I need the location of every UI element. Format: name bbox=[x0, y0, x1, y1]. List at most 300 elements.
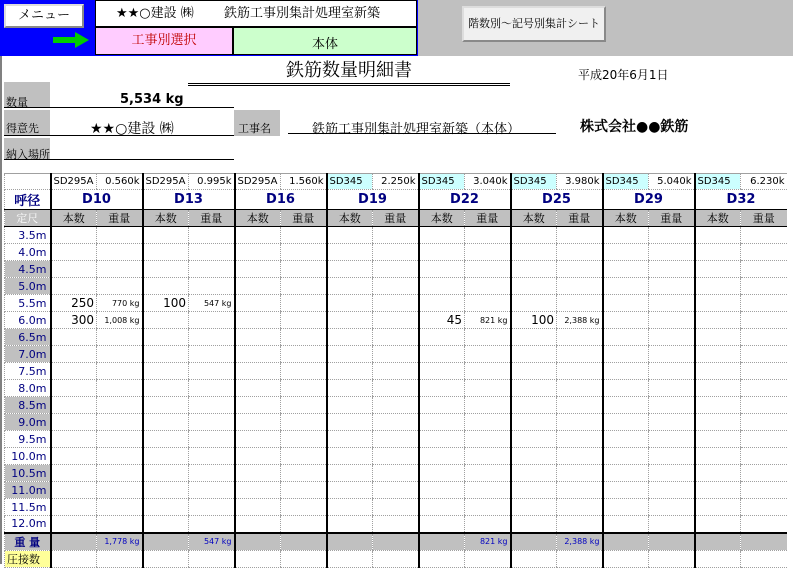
weight-cell[interactable] bbox=[649, 448, 695, 465]
weight-cell[interactable] bbox=[649, 482, 695, 499]
count-cell[interactable] bbox=[327, 380, 373, 397]
count-cell[interactable] bbox=[419, 295, 465, 312]
count-cell[interactable] bbox=[51, 278, 97, 295]
count-cell[interactable] bbox=[327, 244, 373, 261]
count-cell[interactable] bbox=[51, 414, 97, 431]
weight-cell[interactable] bbox=[373, 295, 419, 312]
count-cell[interactable] bbox=[419, 380, 465, 397]
weight-cell[interactable] bbox=[465, 363, 511, 380]
weight-cell[interactable] bbox=[373, 499, 419, 516]
count-cell[interactable] bbox=[235, 431, 281, 448]
count-cell[interactable] bbox=[603, 397, 649, 414]
grade-cell[interactable]: SD345 bbox=[327, 174, 373, 190]
weight-cell[interactable]: 821 kg bbox=[465, 312, 511, 329]
weight-cell[interactable] bbox=[557, 431, 603, 448]
pressure-weld-cell[interactable] bbox=[97, 550, 143, 567]
weight-cell[interactable] bbox=[741, 380, 787, 397]
weight-cell[interactable] bbox=[741, 312, 787, 329]
count-cell[interactable] bbox=[511, 448, 557, 465]
count-cell[interactable] bbox=[51, 244, 97, 261]
count-cell[interactable] bbox=[235, 414, 281, 431]
count-cell[interactable] bbox=[235, 465, 281, 482]
count-cell[interactable] bbox=[511, 482, 557, 499]
weight-cell[interactable] bbox=[741, 278, 787, 295]
weight-cell[interactable] bbox=[465, 448, 511, 465]
weight-cell[interactable] bbox=[649, 380, 695, 397]
count-cell[interactable] bbox=[327, 516, 373, 533]
count-cell[interactable] bbox=[695, 499, 741, 516]
weight-cell[interactable] bbox=[465, 431, 511, 448]
count-cell[interactable] bbox=[419, 499, 465, 516]
weight-cell[interactable] bbox=[649, 329, 695, 346]
pressure-weld-cell[interactable] bbox=[143, 550, 189, 567]
count-cell[interactable] bbox=[603, 312, 649, 329]
weight-cell[interactable] bbox=[649, 499, 695, 516]
weight-cell[interactable] bbox=[557, 227, 603, 244]
count-cell[interactable] bbox=[143, 380, 189, 397]
weight-cell[interactable] bbox=[557, 295, 603, 312]
count-cell[interactable] bbox=[603, 363, 649, 380]
weight-cell[interactable]: 2,388 kg bbox=[557, 312, 603, 329]
unit-weight-cell[interactable]: 5.040k bbox=[649, 174, 695, 190]
weight-cell[interactable] bbox=[281, 363, 327, 380]
count-cell[interactable] bbox=[603, 346, 649, 363]
weight-cell[interactable] bbox=[97, 414, 143, 431]
count-cell[interactable] bbox=[51, 482, 97, 499]
weight-cell[interactable] bbox=[189, 516, 235, 533]
count-cell[interactable] bbox=[327, 295, 373, 312]
koji-select-button[interactable]: 工事別選択 bbox=[95, 27, 233, 55]
weight-cell[interactable] bbox=[97, 448, 143, 465]
count-cell[interactable] bbox=[51, 431, 97, 448]
count-cell[interactable] bbox=[235, 448, 281, 465]
count-cell[interactable] bbox=[511, 431, 557, 448]
weight-cell[interactable] bbox=[189, 448, 235, 465]
weight-cell[interactable] bbox=[281, 465, 327, 482]
menu-button[interactable]: メニュー bbox=[4, 4, 84, 28]
weight-cell[interactable] bbox=[373, 227, 419, 244]
count-cell[interactable] bbox=[419, 482, 465, 499]
weight-cell[interactable] bbox=[281, 516, 327, 533]
weight-cell[interactable]: 1,008 kg bbox=[97, 312, 143, 329]
count-cell[interactable] bbox=[327, 448, 373, 465]
weight-cell[interactable] bbox=[189, 227, 235, 244]
pressure-weld-cell[interactable] bbox=[419, 550, 465, 567]
weight-cell[interactable] bbox=[741, 295, 787, 312]
weight-cell[interactable] bbox=[649, 312, 695, 329]
weight-cell[interactable] bbox=[97, 482, 143, 499]
weight-cell[interactable] bbox=[281, 329, 327, 346]
count-cell[interactable] bbox=[695, 363, 741, 380]
count-cell[interactable] bbox=[695, 312, 741, 329]
count-cell[interactable] bbox=[51, 499, 97, 516]
weight-cell[interactable] bbox=[189, 465, 235, 482]
weight-cell[interactable] bbox=[649, 465, 695, 482]
count-cell[interactable] bbox=[695, 295, 741, 312]
weight-cell[interactable] bbox=[741, 329, 787, 346]
weight-cell[interactable] bbox=[557, 499, 603, 516]
weight-cell[interactable] bbox=[189, 414, 235, 431]
count-cell[interactable] bbox=[695, 261, 741, 278]
unit-weight-cell[interactable]: 1.560k bbox=[281, 174, 327, 190]
count-cell[interactable] bbox=[327, 363, 373, 380]
count-cell[interactable] bbox=[419, 227, 465, 244]
weight-cell[interactable] bbox=[465, 295, 511, 312]
weight-cell[interactable] bbox=[373, 516, 419, 533]
count-cell[interactable] bbox=[327, 397, 373, 414]
count-cell[interactable] bbox=[51, 227, 97, 244]
weight-cell[interactable] bbox=[557, 380, 603, 397]
weight-cell[interactable] bbox=[741, 499, 787, 516]
grade-cell[interactable]: SD345 bbox=[695, 174, 741, 190]
weight-cell[interactable] bbox=[741, 431, 787, 448]
count-cell[interactable] bbox=[143, 516, 189, 533]
weight-cell[interactable] bbox=[97, 363, 143, 380]
weight-cell[interactable] bbox=[189, 278, 235, 295]
pressure-weld-cell[interactable] bbox=[603, 550, 649, 567]
count-cell[interactable] bbox=[603, 414, 649, 431]
count-cell[interactable]: 100 bbox=[511, 312, 557, 329]
weight-cell[interactable] bbox=[465, 346, 511, 363]
weight-cell[interactable]: 547 kg bbox=[189, 295, 235, 312]
count-cell[interactable]: 45 bbox=[419, 312, 465, 329]
pressure-weld-cell[interactable] bbox=[327, 550, 373, 567]
count-cell[interactable] bbox=[51, 397, 97, 414]
weight-cell[interactable] bbox=[557, 346, 603, 363]
count-cell[interactable] bbox=[419, 346, 465, 363]
weight-cell[interactable] bbox=[97, 431, 143, 448]
weight-cell[interactable] bbox=[465, 397, 511, 414]
count-cell[interactable] bbox=[143, 363, 189, 380]
pressure-weld-cell[interactable] bbox=[465, 550, 511, 567]
count-cell[interactable] bbox=[419, 431, 465, 448]
count-cell[interactable] bbox=[51, 261, 97, 278]
weight-cell[interactable] bbox=[189, 244, 235, 261]
count-cell[interactable] bbox=[695, 516, 741, 533]
grade-cell[interactable]: SD295A bbox=[51, 174, 97, 190]
count-cell[interactable] bbox=[419, 278, 465, 295]
weight-cell[interactable] bbox=[649, 363, 695, 380]
weight-cell[interactable] bbox=[281, 312, 327, 329]
count-cell[interactable] bbox=[511, 278, 557, 295]
weight-cell[interactable] bbox=[373, 244, 419, 261]
weight-cell[interactable] bbox=[649, 414, 695, 431]
pressure-weld-cell[interactable] bbox=[189, 550, 235, 567]
count-cell[interactable] bbox=[327, 482, 373, 499]
count-cell[interactable] bbox=[603, 448, 649, 465]
weight-cell[interactable] bbox=[465, 278, 511, 295]
count-cell[interactable] bbox=[511, 397, 557, 414]
weight-cell[interactable] bbox=[465, 244, 511, 261]
weight-cell[interactable] bbox=[649, 244, 695, 261]
pressure-weld-cell[interactable] bbox=[649, 550, 695, 567]
weight-cell[interactable] bbox=[373, 482, 419, 499]
count-cell[interactable] bbox=[51, 363, 97, 380]
weight-cell[interactable] bbox=[189, 380, 235, 397]
pressure-weld-cell[interactable] bbox=[373, 550, 419, 567]
weight-cell[interactable] bbox=[465, 516, 511, 533]
weight-cell[interactable] bbox=[281, 482, 327, 499]
count-cell[interactable] bbox=[327, 278, 373, 295]
count-cell[interactable] bbox=[143, 414, 189, 431]
count-cell[interactable] bbox=[603, 431, 649, 448]
count-cell[interactable] bbox=[235, 312, 281, 329]
weight-cell[interactable] bbox=[465, 380, 511, 397]
weight-cell[interactable] bbox=[281, 414, 327, 431]
weight-cell[interactable] bbox=[97, 244, 143, 261]
grade-cell[interactable]: SD345 bbox=[419, 174, 465, 190]
grade-cell[interactable]: SD345 bbox=[511, 174, 557, 190]
weight-cell[interactable] bbox=[97, 261, 143, 278]
weight-cell[interactable] bbox=[741, 482, 787, 499]
count-cell[interactable] bbox=[695, 346, 741, 363]
weight-cell[interactable] bbox=[741, 516, 787, 533]
unit-weight-cell[interactable]: 6.230k bbox=[741, 174, 787, 190]
count-cell[interactable] bbox=[327, 346, 373, 363]
count-cell[interactable] bbox=[327, 329, 373, 346]
count-cell[interactable] bbox=[419, 465, 465, 482]
count-cell[interactable] bbox=[143, 278, 189, 295]
weight-cell[interactable] bbox=[281, 380, 327, 397]
grade-cell[interactable]: SD295A bbox=[235, 174, 281, 190]
weight-cell[interactable] bbox=[557, 482, 603, 499]
unit-weight-cell[interactable]: 0.560k bbox=[97, 174, 143, 190]
weight-cell[interactable] bbox=[465, 414, 511, 431]
weight-cell[interactable] bbox=[465, 465, 511, 482]
count-cell[interactable] bbox=[695, 397, 741, 414]
weight-cell[interactable] bbox=[741, 397, 787, 414]
count-cell[interactable] bbox=[511, 346, 557, 363]
weight-cell[interactable] bbox=[465, 499, 511, 516]
count-cell[interactable] bbox=[235, 295, 281, 312]
count-cell[interactable] bbox=[327, 312, 373, 329]
pressure-weld-cell[interactable] bbox=[51, 550, 97, 567]
count-cell[interactable] bbox=[235, 363, 281, 380]
weight-cell[interactable] bbox=[189, 397, 235, 414]
count-cell[interactable] bbox=[511, 414, 557, 431]
weight-cell[interactable] bbox=[97, 227, 143, 244]
weight-cell[interactable] bbox=[557, 329, 603, 346]
count-cell[interactable] bbox=[143, 261, 189, 278]
weight-cell[interactable] bbox=[373, 278, 419, 295]
count-cell[interactable] bbox=[143, 397, 189, 414]
count-cell[interactable] bbox=[143, 482, 189, 499]
weight-cell[interactable] bbox=[373, 329, 419, 346]
weight-cell[interactable] bbox=[373, 261, 419, 278]
count-cell[interactable] bbox=[695, 329, 741, 346]
count-cell[interactable]: 250 bbox=[51, 295, 97, 312]
count-cell[interactable] bbox=[511, 261, 557, 278]
weight-cell[interactable] bbox=[97, 380, 143, 397]
weight-cell[interactable] bbox=[649, 346, 695, 363]
weight-cell[interactable] bbox=[189, 346, 235, 363]
weight-cell[interactable] bbox=[557, 363, 603, 380]
weight-cell[interactable] bbox=[281, 227, 327, 244]
count-cell[interactable] bbox=[695, 380, 741, 397]
count-cell[interactable] bbox=[51, 346, 97, 363]
weight-cell[interactable] bbox=[373, 363, 419, 380]
weight-cell[interactable] bbox=[97, 499, 143, 516]
count-cell[interactable] bbox=[143, 346, 189, 363]
count-cell[interactable] bbox=[511, 329, 557, 346]
unit-weight-cell[interactable]: 3.040k bbox=[465, 174, 511, 190]
count-cell[interactable] bbox=[419, 261, 465, 278]
count-cell[interactable]: 100 bbox=[143, 295, 189, 312]
count-cell[interactable] bbox=[419, 329, 465, 346]
count-cell[interactable] bbox=[235, 380, 281, 397]
count-cell[interactable] bbox=[603, 465, 649, 482]
weight-cell[interactable] bbox=[281, 346, 327, 363]
weight-cell[interactable] bbox=[97, 465, 143, 482]
weight-cell[interactable] bbox=[465, 227, 511, 244]
count-cell[interactable]: 300 bbox=[51, 312, 97, 329]
pressure-weld-cell[interactable] bbox=[557, 550, 603, 567]
pressure-weld-cell[interactable] bbox=[695, 550, 741, 567]
count-cell[interactable] bbox=[327, 261, 373, 278]
count-cell[interactable] bbox=[511, 244, 557, 261]
count-cell[interactable] bbox=[603, 278, 649, 295]
weight-cell[interactable] bbox=[189, 482, 235, 499]
count-cell[interactable] bbox=[419, 244, 465, 261]
weight-cell[interactable] bbox=[281, 397, 327, 414]
weight-cell[interactable] bbox=[465, 329, 511, 346]
weight-cell[interactable]: 770 kg bbox=[97, 295, 143, 312]
count-cell[interactable] bbox=[235, 329, 281, 346]
weight-cell[interactable] bbox=[649, 516, 695, 533]
weight-cell[interactable] bbox=[373, 312, 419, 329]
count-cell[interactable] bbox=[695, 465, 741, 482]
weight-cell[interactable] bbox=[189, 329, 235, 346]
weight-cell[interactable] bbox=[97, 329, 143, 346]
weight-cell[interactable] bbox=[557, 397, 603, 414]
weight-cell[interactable] bbox=[741, 261, 787, 278]
count-cell[interactable] bbox=[51, 380, 97, 397]
count-cell[interactable] bbox=[143, 465, 189, 482]
count-cell[interactable] bbox=[235, 261, 281, 278]
pressure-weld-cell[interactable] bbox=[511, 550, 557, 567]
count-cell[interactable] bbox=[419, 363, 465, 380]
weight-cell[interactable] bbox=[649, 261, 695, 278]
count-cell[interactable] bbox=[143, 431, 189, 448]
count-cell[interactable] bbox=[327, 227, 373, 244]
weight-cell[interactable] bbox=[189, 431, 235, 448]
grade-cell[interactable]: SD345 bbox=[603, 174, 649, 190]
grade-cell[interactable]: SD295A bbox=[143, 174, 189, 190]
count-cell[interactable] bbox=[603, 227, 649, 244]
weight-cell[interactable] bbox=[373, 397, 419, 414]
count-cell[interactable] bbox=[695, 482, 741, 499]
count-cell[interactable] bbox=[511, 516, 557, 533]
weight-cell[interactable] bbox=[741, 414, 787, 431]
weight-cell[interactable] bbox=[741, 244, 787, 261]
count-cell[interactable] bbox=[419, 448, 465, 465]
weight-cell[interactable] bbox=[649, 295, 695, 312]
count-cell[interactable] bbox=[511, 499, 557, 516]
count-cell[interactable] bbox=[603, 244, 649, 261]
count-cell[interactable] bbox=[419, 516, 465, 533]
weight-cell[interactable] bbox=[281, 431, 327, 448]
pressure-weld-cell[interactable] bbox=[741, 550, 787, 567]
weight-cell[interactable] bbox=[281, 244, 327, 261]
weight-cell[interactable] bbox=[373, 465, 419, 482]
count-cell[interactable] bbox=[511, 227, 557, 244]
weight-cell[interactable] bbox=[557, 516, 603, 533]
count-cell[interactable] bbox=[603, 261, 649, 278]
weight-cell[interactable] bbox=[557, 465, 603, 482]
count-cell[interactable] bbox=[327, 431, 373, 448]
unit-weight-cell[interactable]: 3.980k bbox=[557, 174, 603, 190]
count-cell[interactable] bbox=[235, 346, 281, 363]
weight-cell[interactable] bbox=[557, 261, 603, 278]
count-cell[interactable] bbox=[327, 465, 373, 482]
weight-cell[interactable] bbox=[741, 363, 787, 380]
count-cell[interactable] bbox=[603, 329, 649, 346]
weight-cell[interactable] bbox=[97, 397, 143, 414]
pressure-weld-cell[interactable] bbox=[235, 550, 281, 567]
count-cell[interactable] bbox=[235, 482, 281, 499]
count-cell[interactable] bbox=[695, 431, 741, 448]
weight-cell[interactable] bbox=[97, 278, 143, 295]
count-cell[interactable] bbox=[235, 278, 281, 295]
weight-cell[interactable] bbox=[557, 278, 603, 295]
count-cell[interactable] bbox=[51, 516, 97, 533]
unit-weight-cell[interactable]: 2.250k bbox=[373, 174, 419, 190]
weight-cell[interactable] bbox=[281, 295, 327, 312]
count-cell[interactable] bbox=[143, 244, 189, 261]
weight-cell[interactable] bbox=[557, 448, 603, 465]
count-cell[interactable] bbox=[695, 244, 741, 261]
weight-cell[interactable] bbox=[97, 346, 143, 363]
weight-cell[interactable] bbox=[649, 278, 695, 295]
weight-cell[interactable] bbox=[281, 499, 327, 516]
count-cell[interactable] bbox=[419, 397, 465, 414]
weight-cell[interactable] bbox=[97, 516, 143, 533]
weight-cell[interactable] bbox=[373, 448, 419, 465]
count-cell[interactable] bbox=[603, 499, 649, 516]
weight-cell[interactable] bbox=[741, 465, 787, 482]
count-cell[interactable] bbox=[419, 414, 465, 431]
weight-cell[interactable] bbox=[649, 397, 695, 414]
count-cell[interactable] bbox=[511, 295, 557, 312]
count-cell[interactable] bbox=[695, 414, 741, 431]
count-cell[interactable] bbox=[235, 397, 281, 414]
weight-cell[interactable] bbox=[649, 227, 695, 244]
weight-cell[interactable] bbox=[281, 448, 327, 465]
count-cell[interactable] bbox=[603, 516, 649, 533]
weight-cell[interactable] bbox=[189, 499, 235, 516]
count-cell[interactable] bbox=[143, 329, 189, 346]
count-cell[interactable] bbox=[695, 278, 741, 295]
count-cell[interactable] bbox=[511, 380, 557, 397]
count-cell[interactable] bbox=[235, 499, 281, 516]
count-cell[interactable] bbox=[235, 516, 281, 533]
count-cell[interactable] bbox=[603, 482, 649, 499]
count-cell[interactable] bbox=[327, 499, 373, 516]
count-cell[interactable] bbox=[327, 414, 373, 431]
weight-cell[interactable] bbox=[741, 227, 787, 244]
weight-cell[interactable] bbox=[373, 431, 419, 448]
weight-cell[interactable] bbox=[557, 414, 603, 431]
count-cell[interactable] bbox=[695, 448, 741, 465]
weight-cell[interactable] bbox=[465, 261, 511, 278]
weight-cell[interactable] bbox=[281, 278, 327, 295]
weight-cell[interactable] bbox=[281, 261, 327, 278]
weight-cell[interactable] bbox=[189, 312, 235, 329]
weight-cell[interactable] bbox=[373, 346, 419, 363]
count-cell[interactable] bbox=[143, 227, 189, 244]
count-cell[interactable] bbox=[143, 312, 189, 329]
count-cell[interactable] bbox=[143, 448, 189, 465]
